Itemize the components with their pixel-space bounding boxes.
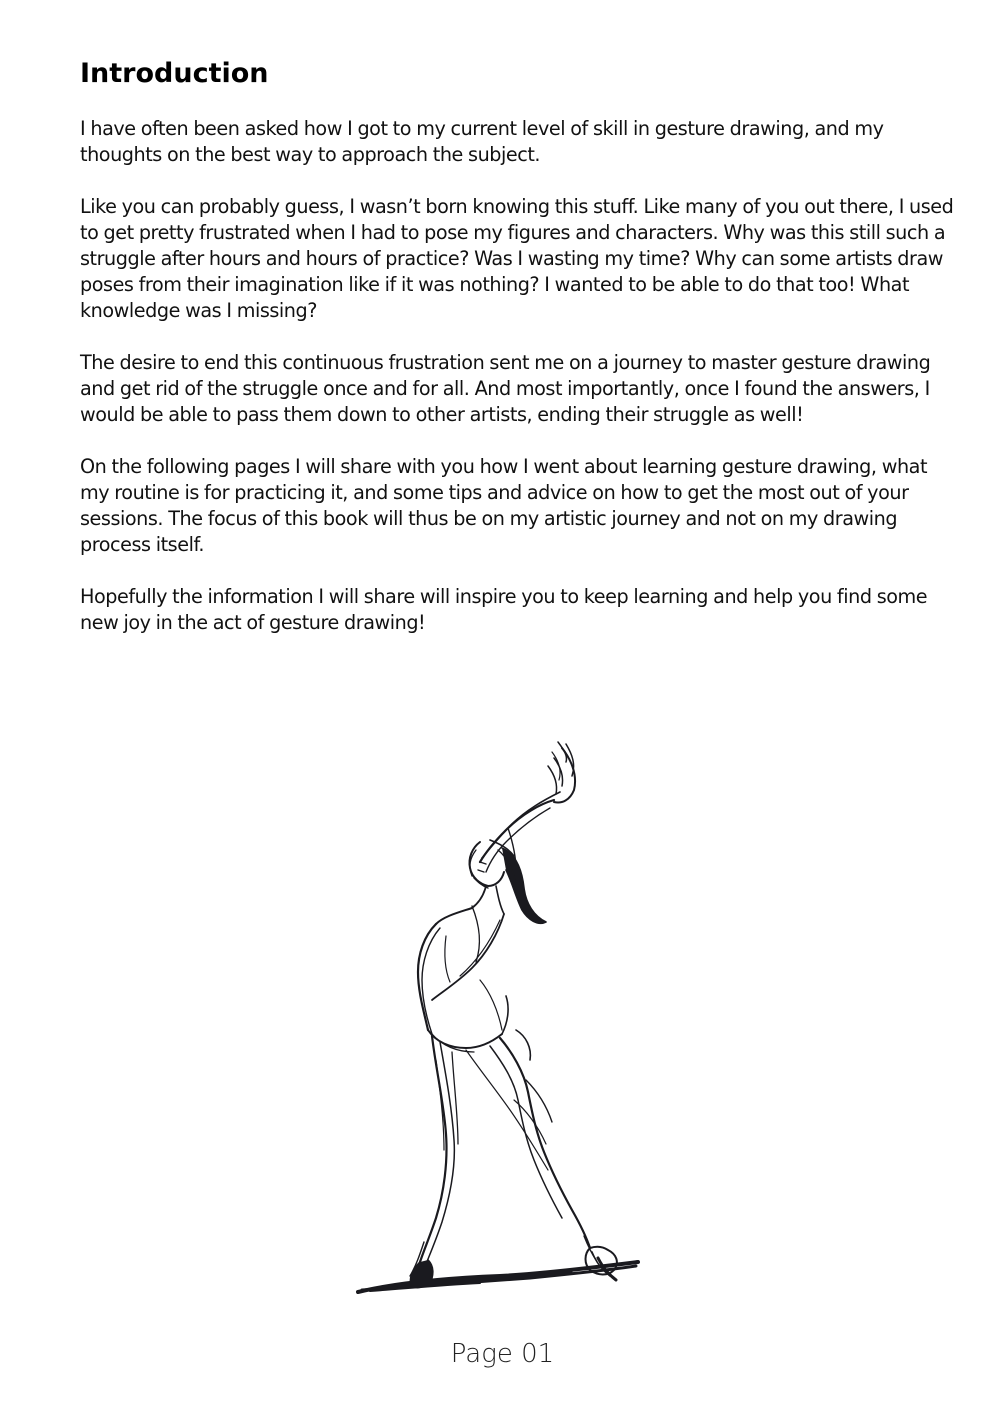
- hip: [428, 1030, 502, 1048]
- page-number: Page 01: [450, 1339, 555, 1369]
- paragraph-5: Hopefully the information I will share will inspire you to keep learning and help you find some new joy in the act of gesture drawing!: [80, 585, 928, 634]
- gesture-sketch-figure-icon: [340, 730, 660, 1310]
- paragraph-2: Like you can probably guess, I wasn’t born knowing this stuff. Like many of you out there, I used to get pretty frustrated when I had to pose my figures and characters. Why was this still such a struggle after hours and hours of practice? Was I wasting my time? Why can some artists draw poses from their imagination like if it was nothing? I wanted to be able to do that too! What knowledge was I missing?: [80, 195, 954, 322]
- ponytail: [502, 848, 546, 923]
- body-text: [80, 116, 960, 662]
- paragraph-3: The desire to end this continuous frustration sent me on a journey to master gesture drawing and get rid of the struggle once and for all. And most importantly, once I found the answers, I would be able to pass them down to other artists, ending their struggle as well!: [80, 351, 931, 426]
- paragraph-4: On the following pages I will share with you how I went about learning gesture drawing, what my routine is for practicing it, and some tips and advice on how to get the most out of your sessions. The focus of this book will thus be on my artistic journey and not on my drawing process itself.: [80, 455, 928, 556]
- neck: [472, 886, 486, 908]
- paragraph-1: I have often been asked how I got to my current level of skill in gesture drawing, and my thoughts on the best way to approach the subject.: [80, 117, 884, 166]
- back-leg: [420, 1036, 447, 1262]
- page-title: Introduction: [80, 58, 269, 89]
